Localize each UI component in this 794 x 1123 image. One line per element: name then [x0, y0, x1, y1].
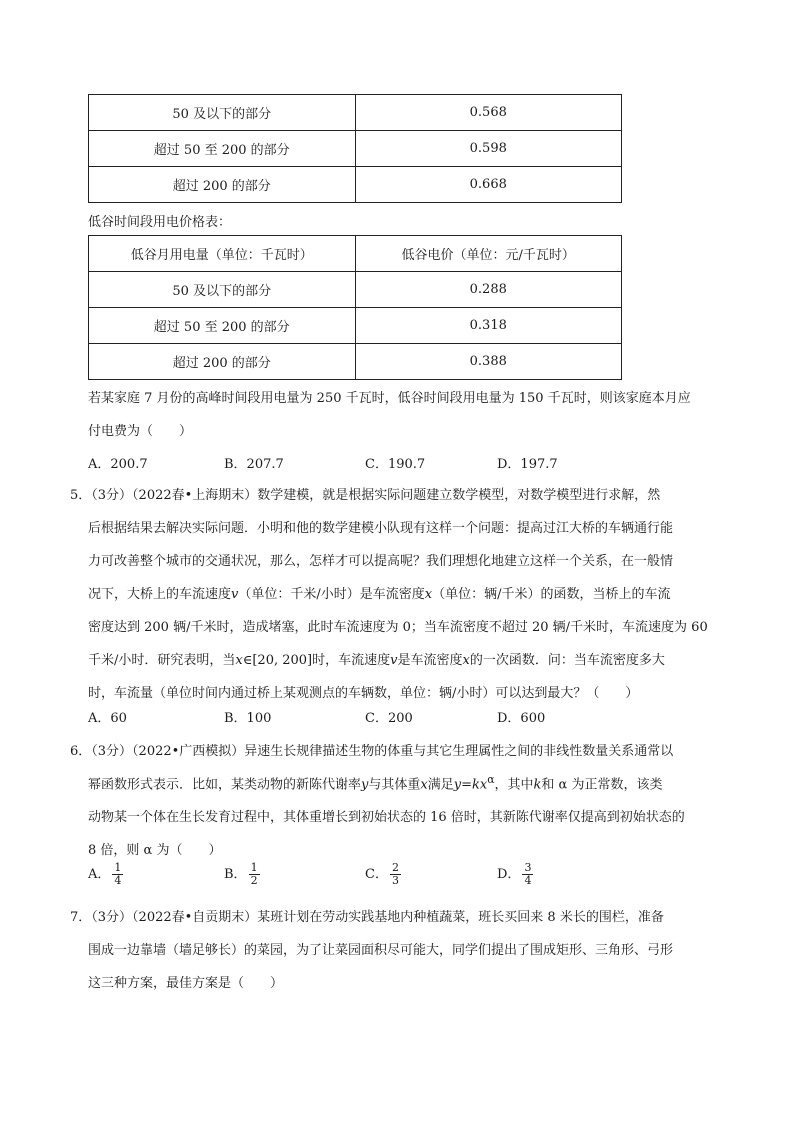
table-row — [89, 272, 622, 308]
variable-y: y — [361, 777, 369, 793]
q4-option-b: B．207.7 — [224, 457, 284, 472]
q7-text-line: 这三种方案，最佳方案是（ ） — [88, 976, 284, 991]
table-header-row — [89, 236, 622, 272]
table-cell: 0.598 — [355, 131, 622, 167]
table-cell: 超过 50 至 200 的部分 — [89, 308, 356, 344]
q5-option-b: B．100 — [224, 711, 272, 726]
table-cell: 50 及以下的部分 — [89, 272, 356, 308]
formula-exponent: α — [487, 773, 495, 786]
variable-x: x — [462, 653, 470, 668]
table-header: 低谷月用电量（单位：千瓦时） — [89, 236, 356, 272]
q7-text-line: 围成一边靠墙（墙足够长）的菜园，为了让菜园面积尽可能大，同学们提出了围成矩形、三角形、弓形 — [88, 943, 674, 958]
q4-option-a: A．200.7 — [88, 457, 148, 472]
table-cell: 0.388 — [355, 344, 622, 380]
table-cell: 50 及以下的部分 — [89, 95, 356, 131]
q7-text-line: 7．（3分）（2022春•自贡期末）某班计划在劳动实践基地内种植蔬菜，班长买回来 8 米长的围栏，准备 — [70, 910, 664, 925]
q5-text-line: 况下，大桥上的车流速度v（单位：千米/小时）是车流密度x（单位：辆/千米）的函数，当桥上的车流 — [88, 587, 671, 602]
valley-table-label: 低谷时间段用电价格表： — [88, 215, 232, 230]
table-cell: 0.668 — [355, 167, 622, 203]
q4-option-c: C．190.7 — [365, 457, 426, 472]
q5-text-line: 后根据结果去解决实际问题．小明和他的数学建模小队现有这样一个问题：提高过江大桥的车辆通行能 — [88, 521, 674, 536]
variable-v: v — [231, 587, 239, 602]
q6-option-b: B． $\frac{1}{2}$ — [224, 861, 258, 887]
table-cell: 超过 50 至 200 的部分 — [89, 131, 356, 167]
q5-text-line: 力可改善整个城市的交通状况，那么，怎样才可以提高呢？我们理想化地建立这样一个关系，在一般情 — [88, 554, 674, 569]
q5-option-a: A．60 — [88, 711, 127, 726]
fraction: $\frac{2}{3}$ — [391, 861, 399, 887]
variable-v: v — [390, 653, 398, 668]
q5-option-c: C．200 — [365, 711, 413, 726]
q6-text-line: 6．（3分）（2022•广西模拟）异速生长规律描述生物的体重与其它生理属性之间的非线性数量关系通常以 — [70, 744, 674, 759]
valley-price-table — [88, 235, 622, 380]
table-cell: 0.318 — [355, 308, 622, 344]
q5-text-line: 时，车流量（单位时间内通过桥上某观测点的车辆数，单位：辆/小时）可以达到最大？（ ） — [88, 686, 639, 701]
table-row — [89, 131, 622, 167]
q6-option-a: A． $\frac{1}{4}$ — [88, 861, 122, 887]
q5-text-line: 千米/小时．研究表明，当x∈[20, 200]时，车流速度v是车流密度x的一次函数．问：当车流密度多大 — [88, 653, 665, 668]
variable-x: x — [424, 587, 433, 602]
q5-option-d: D．600 — [497, 711, 546, 726]
table-row — [89, 344, 622, 380]
q4-text-line: 付电费为（ ） — [88, 424, 193, 439]
q6-text-line: 幂函数形式表示．比如，某类动物的新陈代谢率y与其体重x满足$y=kx^\alpha$，其中k和 α 为正常数，该类 — [88, 773, 663, 793]
table-cell: 0.568 — [355, 95, 622, 131]
q6-option-d: D． $\frac{3}{4}$ — [497, 861, 532, 887]
table-row — [89, 308, 622, 344]
q6-text-line: 动物某一个体在生长发育过程中，其体重增长到初始状态的 16 倍时，其新陈代谢率仅提高到初始状态的 — [88, 810, 685, 825]
q4-text-line: 若某家庭 7 月份的高峰时间段用电量为 250 千瓦时，低谷时间段用电量为 150 千瓦时，则该家庭本月应 — [88, 391, 691, 406]
table-header: 低谷电价（单位：元/千瓦时） — [355, 236, 622, 272]
variable-k: k — [533, 777, 542, 793]
q4-option-d: D．197.7 — [497, 457, 558, 472]
q6-option-c: C． $\frac{2}{3}$ — [365, 861, 399, 887]
q5-text-line: 5．（3分）（2022春•上海期末）数学建模，就是根据实际问题建立数学模型，对数学模型进行求解，然 — [70, 488, 661, 503]
table-row — [89, 167, 622, 203]
table-cell: 超过 200 的部分 — [89, 344, 356, 380]
peak-price-table — [88, 94, 622, 203]
fraction: $\frac{1}{2}$ — [250, 861, 258, 887]
table-cell: 超过 200 的部分 — [89, 167, 356, 203]
formula: y=kx — [453, 777, 488, 793]
table-row — [89, 95, 622, 131]
variable-x: x — [235, 653, 243, 668]
fraction: $\frac{1}{4}$ — [114, 861, 122, 887]
fraction: $\frac{3}{4}$ — [524, 861, 532, 887]
q6-text-line: 8 倍，则 α 为（ ） — [88, 843, 222, 858]
q5-text-line: 密度达到 200 辆/千米时，造成堵塞，此时车流速度为 0；当车流密度不超过 20 辆/千米时，车流速度为 60 — [88, 620, 708, 635]
table-cell: 0.288 — [355, 272, 622, 308]
variable-x: x — [420, 777, 428, 793]
